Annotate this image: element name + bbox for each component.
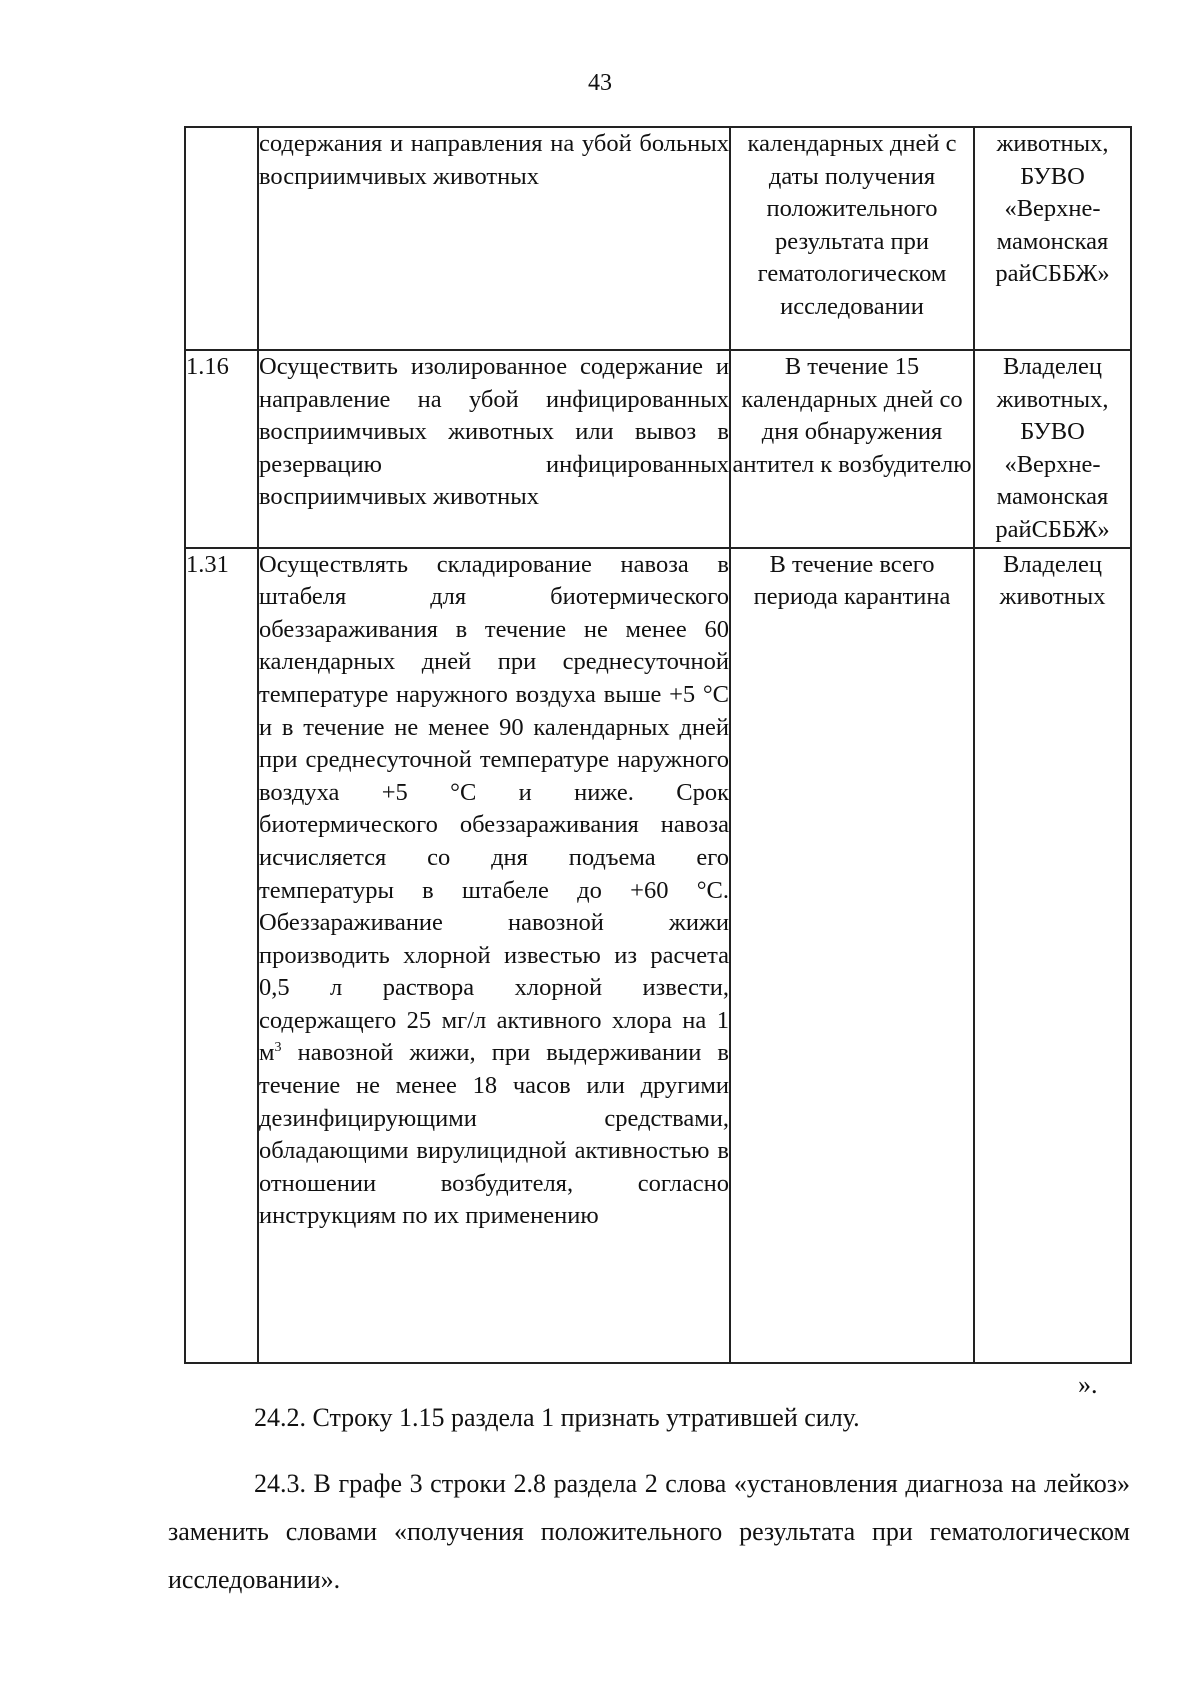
table-row [185, 350, 1131, 548]
cubic-superscript: 3 [274, 1040, 282, 1056]
row-term: календарных дней с даты получения положительного результата при гематологическом исследовании [730, 127, 974, 350]
table-row [185, 127, 1131, 350]
row-responsible: Владелец животных [974, 548, 1131, 1363]
row-term: В течение 15 календарных дней со дня обнаружения антител к возбудителю [730, 350, 974, 548]
row-action: содержания и направления на убой больных восприимчивых животных [258, 127, 730, 350]
row-term: В течение всего периода карантина [730, 548, 974, 1363]
row-responsible: животных, БУВО «Верхне-мамонская райСББЖ» [974, 127, 1131, 350]
row-action-text: Осуществлять складирование навоза в штабеля для биотермического обеззараживания в течение не менее 60 календарных дней при среднесуточной температуре наружного воздуха выше +5 °С и в течение не менее 90 календарных дней при среднесуточной температуре наружного воздуха +5 °С и ниже. Срок биотермического обеззараживания навоза исчисляется со дня подъема его температуры в штабеле до +60 °С. Обеззараживание навозной жижи производить хлорной известью из расчета 0,5 л раствора хлорной извести, содержащего 25 мг/л активного хлора на 1 м [259, 550, 729, 1067]
table-row [185, 548, 1131, 1363]
row-number: 1.16 [185, 350, 258, 548]
row-number: 1.31 [185, 548, 258, 1363]
page-number: 43 [588, 70, 612, 96]
row-action: Осуществить изолированное содержание и направление на убой инфицированных восприимчивых животных или вывоз в резервацию инфицированных восприимчивых животных [258, 350, 730, 548]
row-action-text-cont: навозной жижи, при выдерживании в течение не менее 18 часов или другими дезинфицирующими средствами, обладающими вирулицидной активностью в отношении возбудителя, согласно инструкциям по их применению [259, 1039, 729, 1230]
row-action [258, 548, 730, 1363]
paragraph-24-3: 24.3. В графе 3 строки 2.8 раздела 2 слова «установления диагноза на лейкоз» заменить словами «получения положительного результата при гематологическом исследовании». [168, 1469, 1130, 1594]
closing-quote: ». [1078, 1370, 1098, 1399]
measures-table [184, 126, 1132, 1364]
row-responsible: Владелец животных, БУВО «Верхне-мамонская райСББЖ» [974, 350, 1131, 548]
row-number [185, 127, 258, 350]
paragraph-24-2: 24.2. Строку 1.15 раздела 1 признать утратившей силу. [254, 1403, 860, 1432]
